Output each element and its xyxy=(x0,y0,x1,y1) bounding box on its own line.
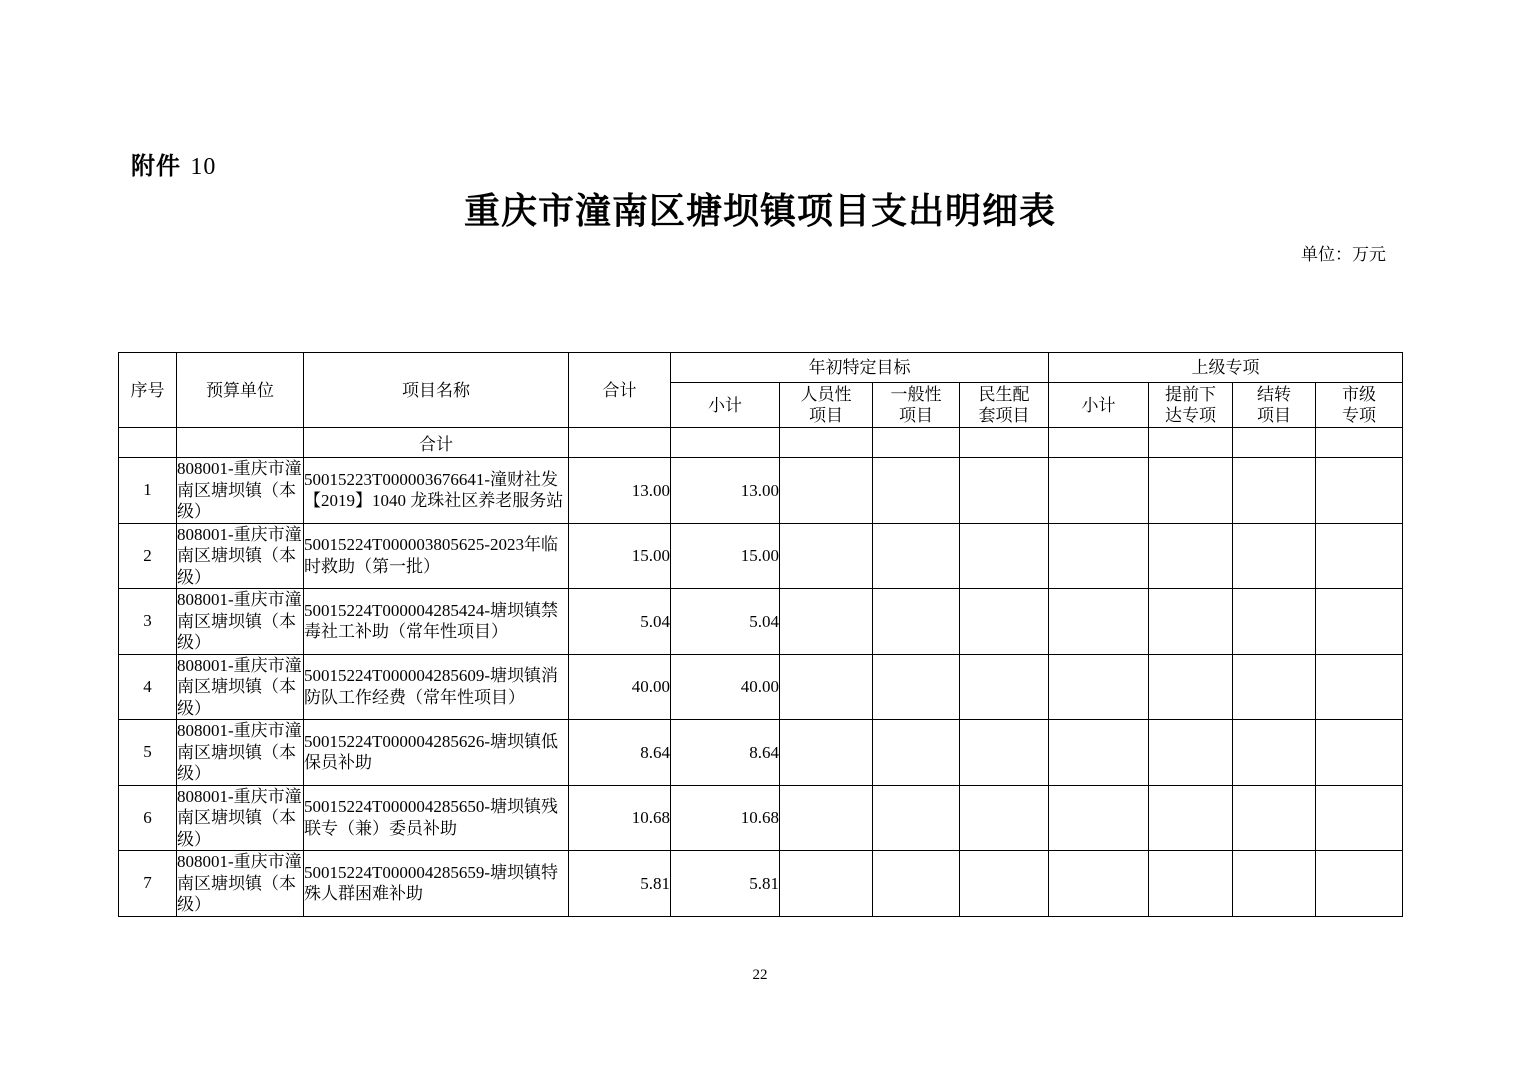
row-index: 7 xyxy=(119,851,177,917)
row-personnel xyxy=(780,785,873,851)
col-header-budget-unit: 预算单位 xyxy=(177,353,304,428)
col-group-superior-special: 上级专项 xyxy=(1049,353,1403,383)
row-project-name: 50015224T000004285424-塘坝镇禁毒社工补助（常年性项目） xyxy=(304,589,569,655)
row-advance xyxy=(1149,458,1233,524)
row-project-name: 50015224T000003805625-2023年临时救助（第一批） xyxy=(304,523,569,589)
row-advance xyxy=(1149,523,1233,589)
row-municipal xyxy=(1316,720,1403,786)
row-targets-subtotal: 5.81 xyxy=(671,851,780,917)
row-special-subtotal xyxy=(1049,654,1149,720)
col-header-general: 一般性 项目 xyxy=(873,383,960,428)
col-header-municipal: 市级 专项 xyxy=(1316,383,1403,428)
row-project-name: 50015223T000003676641-潼财社发【2019】1040 龙珠社区养老服务站 xyxy=(304,458,569,524)
row-carryover xyxy=(1233,458,1316,524)
row-general xyxy=(873,589,960,655)
row-budget-unit: 808001-重庆市潼南区塘坝镇（本级） xyxy=(177,590,302,652)
row-personnel xyxy=(780,654,873,720)
row-municipal xyxy=(1316,851,1403,917)
row-budget-unit: 808001-重庆市潼南区塘坝镇（本级） xyxy=(177,721,302,783)
row-project-name: 50015224T000004285650-塘坝镇残联专（兼）委员补助 xyxy=(304,785,569,851)
row-advance xyxy=(1149,720,1233,786)
row-index: 4 xyxy=(119,654,177,720)
row-municipal xyxy=(1316,523,1403,589)
attachment-number: 10 xyxy=(190,154,217,180)
table-row xyxy=(119,654,1403,720)
attachment-label-text: 附件 xyxy=(131,152,181,180)
row-general xyxy=(873,654,960,720)
row-carryover xyxy=(1233,654,1316,720)
row-special-subtotal xyxy=(1049,589,1149,655)
row-budget-unit: 808001-重庆市潼南区塘坝镇（本级） xyxy=(177,786,302,849)
row-special-subtotal xyxy=(1049,785,1149,851)
row-total: 5.81 xyxy=(569,851,671,917)
col-header-personnel: 人员性 项目 xyxy=(780,383,873,428)
row-livelihood xyxy=(960,589,1049,655)
row-targets-subtotal: 10.68 xyxy=(671,785,780,851)
table-body xyxy=(119,428,1403,917)
row-advance xyxy=(1149,785,1233,851)
row-project-name: 50015224T000004285609-塘坝镇消防队工作经费（常年性项目） xyxy=(304,654,569,720)
expenditure-table xyxy=(118,352,1403,917)
row-targets-subtotal: 5.04 xyxy=(671,589,780,655)
row-livelihood xyxy=(960,785,1049,851)
row-total: 13.00 xyxy=(569,458,671,524)
row-index: 2 xyxy=(119,523,177,589)
row-special-subtotal xyxy=(1049,720,1149,786)
row-special-subtotal xyxy=(1049,458,1149,524)
row-advance xyxy=(1149,589,1233,655)
row-carryover xyxy=(1233,720,1316,786)
row-personnel xyxy=(780,523,873,589)
row-budget-unit: 808001-重庆市潼南区塘坝镇（本级） xyxy=(177,852,302,914)
attachment-label xyxy=(131,146,216,181)
row-general xyxy=(873,458,960,524)
row-total: 40.00 xyxy=(569,654,671,720)
row-personnel xyxy=(780,589,873,655)
row-total: 10.68 xyxy=(569,785,671,851)
row-carryover xyxy=(1233,523,1316,589)
row-special-subtotal xyxy=(1049,523,1149,589)
col-header-total: 合计 xyxy=(569,353,671,428)
table-row xyxy=(119,720,1403,786)
col-header-carryover: 结转 项目 xyxy=(1233,383,1316,428)
row-general xyxy=(873,720,960,786)
table-row xyxy=(119,458,1403,524)
row-budget-unit: 808001-重庆市潼南区塘坝镇（本级） xyxy=(177,459,302,521)
table-row xyxy=(119,589,1403,655)
row-index: 3 xyxy=(119,589,177,655)
row-municipal xyxy=(1316,589,1403,655)
row-index: 1 xyxy=(119,458,177,524)
page-title: 重庆市潼南区塘坝镇项目支出明细表 xyxy=(463,190,1056,232)
row-personnel xyxy=(780,458,873,524)
page-number: 22 xyxy=(752,967,768,983)
table-row xyxy=(119,851,1403,917)
col-header-advance: 提前下 达专项 xyxy=(1149,383,1233,428)
row-livelihood xyxy=(960,851,1049,917)
row-carryover xyxy=(1233,851,1316,917)
table-header-row xyxy=(119,353,1403,383)
unit-label: 单位：万元 xyxy=(1301,245,1386,265)
row-general xyxy=(873,523,960,589)
row-livelihood xyxy=(960,458,1049,524)
row-special-subtotal xyxy=(1049,851,1149,917)
row-livelihood xyxy=(960,523,1049,589)
row-general xyxy=(873,851,960,917)
table-row xyxy=(119,785,1403,851)
col-header-index: 序号 xyxy=(119,353,177,428)
row-personnel xyxy=(780,851,873,917)
row-total: 5.04 xyxy=(569,589,671,655)
row-personnel xyxy=(780,720,873,786)
row-general xyxy=(873,785,960,851)
row-budget-unit: 808001-重庆市潼南区塘坝镇（本级） xyxy=(177,655,302,718)
row-index: 6 xyxy=(119,785,177,851)
col-header-livelihood: 民生配 套项目 xyxy=(960,383,1049,428)
row-carryover xyxy=(1233,785,1316,851)
row-total: 8.64 xyxy=(569,720,671,786)
row-targets-subtotal: 13.00 xyxy=(671,458,780,524)
row-project-name: 50015224T000004285659-塘坝镇特殊人群困难补助 xyxy=(304,851,569,917)
row-municipal xyxy=(1316,785,1403,851)
row-municipal xyxy=(1316,654,1403,720)
col-header-special-subtotal: 小计 xyxy=(1049,383,1149,428)
total-row xyxy=(119,428,1403,458)
total-row-label: 合计 xyxy=(304,428,569,458)
row-livelihood xyxy=(960,654,1049,720)
row-targets-subtotal: 40.00 xyxy=(671,654,780,720)
row-carryover xyxy=(1233,589,1316,655)
col-group-annual-targets: 年初特定目标 xyxy=(671,353,1049,383)
row-targets-subtotal: 15.00 xyxy=(671,523,780,589)
row-project-name: 50015224T000004285626-塘坝镇低保员补助 xyxy=(304,720,569,786)
row-advance xyxy=(1149,654,1233,720)
row-advance xyxy=(1149,851,1233,917)
row-budget-unit: 808001-重庆市潼南区塘坝镇（本级） xyxy=(177,524,302,587)
row-index: 5 xyxy=(119,720,177,786)
row-targets-subtotal: 8.64 xyxy=(671,720,780,786)
col-header-targets-subtotal: 小计 xyxy=(671,383,780,428)
row-total: 15.00 xyxy=(569,523,671,589)
col-header-project-name: 项目名称 xyxy=(304,353,569,428)
table-row xyxy=(119,523,1403,589)
row-livelihood xyxy=(960,720,1049,786)
row-municipal xyxy=(1316,458,1403,524)
